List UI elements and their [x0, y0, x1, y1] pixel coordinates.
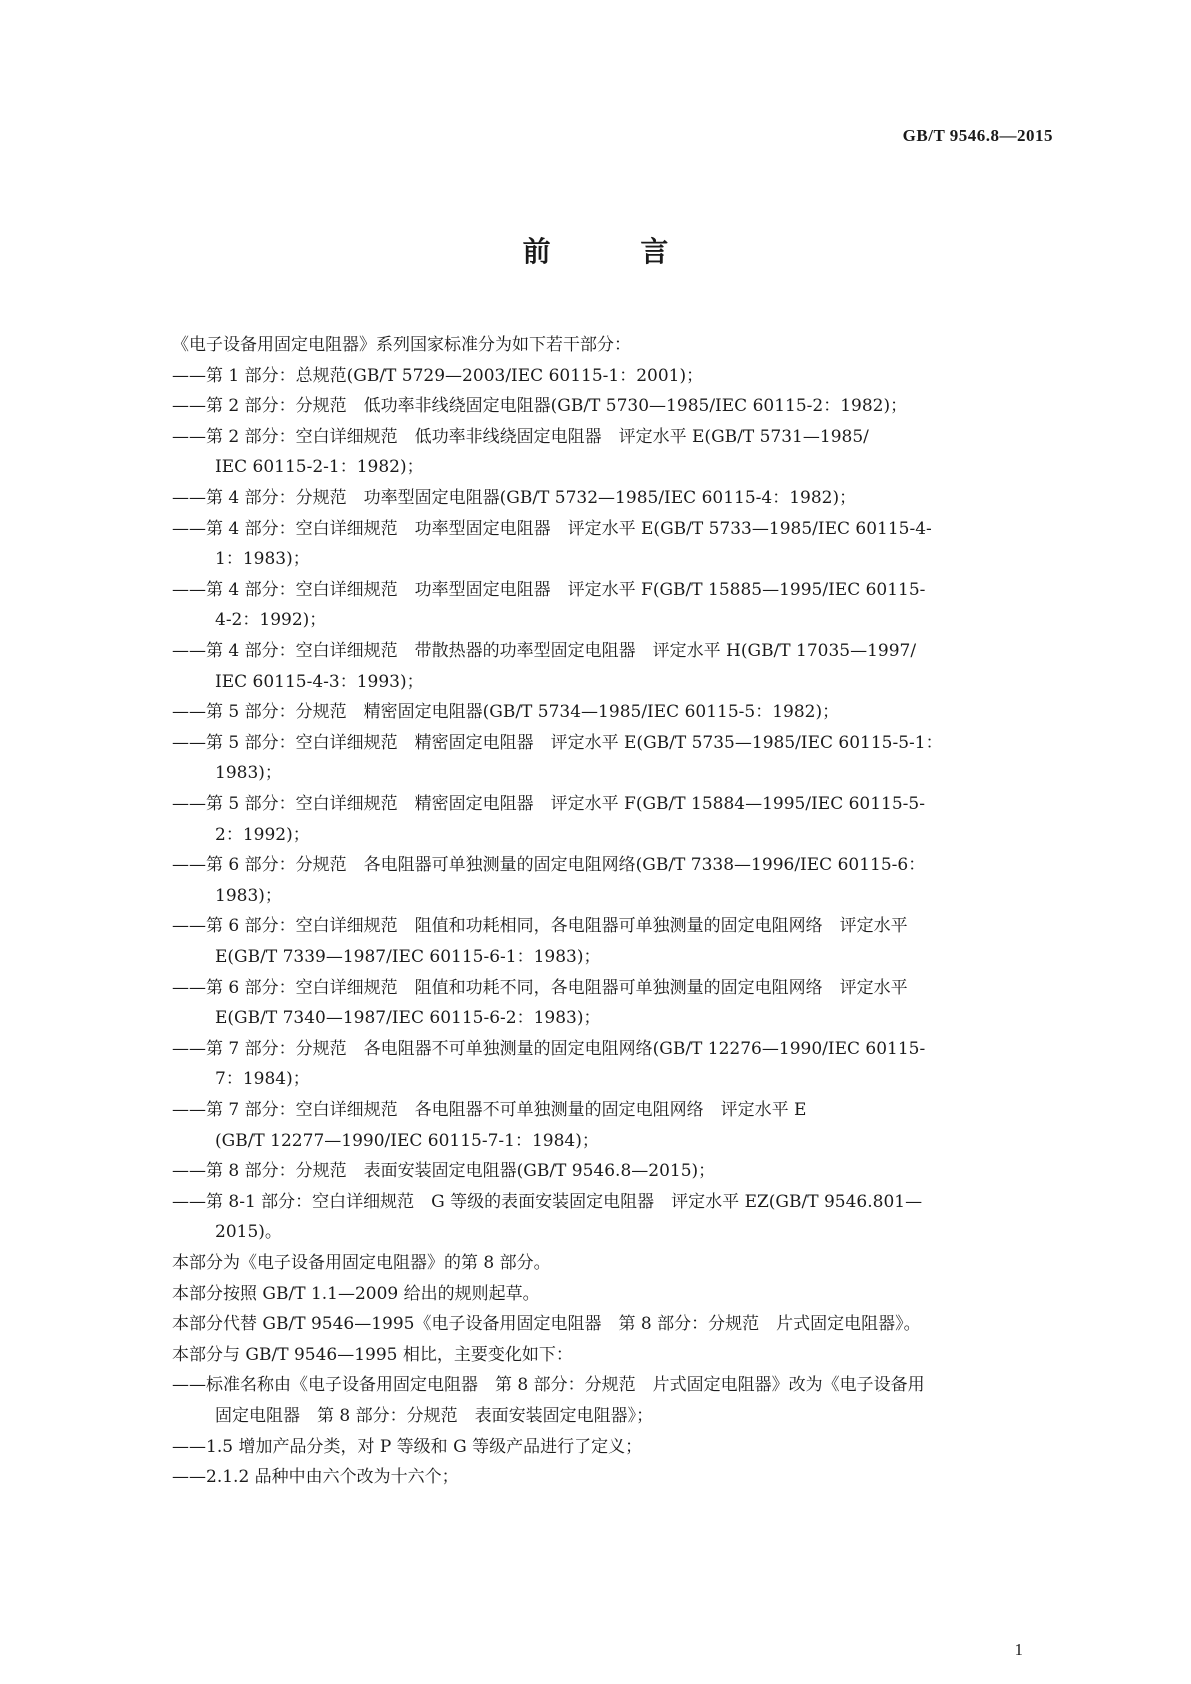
body-paragraph: 本部分为《电子设备用固定电阻器》的第 8 部分。	[172, 1253, 551, 1273]
part-list-item: 1983)；	[215, 763, 282, 784]
part-list-item: ——第 4 部分：空白详细规范 功率型固定电阻器 评定水平 F(GB/T 15885—1995/IEC 60115-	[172, 579, 926, 600]
part-list-item: ——第 2 部分：空白详细规范 低功率非线绕固定电阻器 评定水平 E(GB/T 5731—1985/	[172, 426, 869, 447]
part-list-item: ——第 4 部分：空白详细规范 带散热器的功率型固定电阻器 评定水平 H(GB/T 17035—1997/	[172, 641, 917, 661]
part-list-item: 1：1983)；	[215, 549, 310, 570]
part-list-item: E(GB/T 7340—1987/IEC 60115-6-2：1983)；	[215, 1008, 601, 1029]
intro-paragraph: 《电子设备用固定电阻器》系列国家标准分为如下若干部分：	[172, 335, 631, 355]
part-list-item: ——第 6 部分：分规范 各电阻器可单独测量的固定电阻网络(GB/T 7338—1996/IEC 60115-6：	[172, 855, 926, 876]
part-list-item: 2015)。	[215, 1222, 282, 1243]
part-list-item: ——第 8-1 部分：空白详细规范 G 等级的表面安装固定电阻器 评定水平 EZ(GB/T 9546.801—	[172, 1191, 923, 1212]
body-paragraph: 本部分与 GB/T 9546—1995 相比，主要变化如下：	[172, 1344, 573, 1365]
body-paragraph: 本部分按照 GB/T 1.1—2009 给出的规则起草。	[172, 1283, 540, 1304]
part-list-item: 7：1984)；	[215, 1069, 310, 1090]
part-list-item: ——第 6 部分：空白详细规范 阻值和功耗相同，各电阻器可单独测量的固定电阻网络 评定水平	[172, 916, 908, 937]
part-list-item: ——第 5 部分：空白详细规范 精密固定电阻器 评定水平 E(GB/T 5735—1985/IEC 60115-5-1：	[172, 732, 943, 753]
change-list-item: ——1.5 增加产品分类，对 P 等级和 G 等级产品进行了定义；	[172, 1436, 643, 1457]
part-list-item: ——第 6 部分：空白详细规范 阻值和功耗不同，各电阻器可单独测量的固定电阻网络 评定水平	[172, 977, 908, 998]
part-list-item: ——第 2 部分：分规范 低功率非线绕固定电阻器(GB/T 5730—1985/IEC 60115-2：1982)；	[172, 396, 908, 417]
part-list-item: IEC 60115-4-3：1993)；	[215, 671, 424, 692]
part-list-item: 4-2：1992)；	[215, 610, 327, 631]
change-list-item: ——2.1.2 品种中由六个改为十六个；	[172, 1467, 459, 1488]
page-number: 1	[1014, 1640, 1023, 1659]
part-list-item: ——第 4 部分：空白详细规范 功率型固定电阻器 评定水平 E(GB/T 5733—1985/IEC 60115-4-	[172, 518, 932, 539]
part-list-item: 2：1992)；	[215, 824, 310, 845]
part-list-item: ——第 7 部分：空白详细规范 各电阻器不可单独测量的固定电阻网络 评定水平 E	[172, 1100, 807, 1120]
page-title: 前 言	[522, 235, 709, 268]
part-list-item: 1983)；	[215, 885, 282, 906]
body-paragraph: 本部分代替 GB/T 9546—1995《电子设备用固定电阻器 第 8 部分：分规范 片式固定电阻器》。	[172, 1314, 921, 1335]
part-list-item: IEC 60115-2-1：1982)；	[215, 457, 424, 478]
part-list-item: ——第 4 部分：分规范 功率型固定电阻器(GB/T 5732—1985/IEC 60115-4：1982)；	[172, 488, 857, 508]
part-list-item: ——第 5 部分：分规范 精密固定电阻器(GB/T 5734—1985/IEC 60115-5：1982)；	[172, 702, 840, 723]
standard-number-header: GB/T 9546.8—2015	[902, 126, 1053, 145]
change-list-item: ——标准名称由《电子设备用固定电阻器 第 8 部分：分规范 片式固定电阻器》改为《电子设备用	[172, 1375, 925, 1396]
part-list-item: ——第 1 部分：总规范(GB/T 5729—2003/IEC 60115-1：2001)；	[172, 365, 704, 386]
change-list-item: 固定电阻器 第 8 部分：分规范 表面安装固定电阻器》；	[215, 1406, 654, 1426]
part-list-item: E(GB/T 7339—1987/IEC 60115-6-1：1983)；	[215, 947, 601, 967]
part-list-item: (GB/T 12277—1990/IEC 60115-7-1：1984)；	[215, 1130, 599, 1151]
part-list-item: ——第 5 部分：空白详细规范 精密固定电阻器 评定水平 F(GB/T 15884—1995/IEC 60115-5-	[172, 794, 925, 814]
part-list-item: ——第 8 部分：分规范 表面安装固定电阻器(GB/T 9546.8—2015)；	[172, 1161, 716, 1182]
part-list-item: ——第 7 部分：分规范 各电阻器不可单独测量的固定电阻网络(GB/T 12276—1990/IEC 60115-	[172, 1038, 926, 1059]
